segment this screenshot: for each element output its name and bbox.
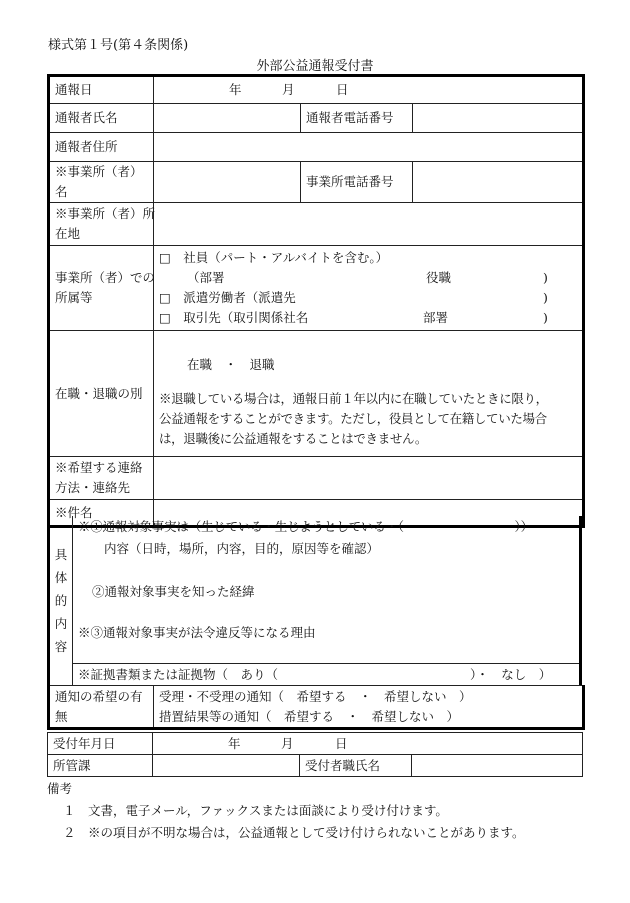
- reception-date-row: [48, 733, 583, 755]
- reception-date-label: 受付年月日: [48, 733, 153, 755]
- details-item-3: ※③通報対象事実が法令違反等になる理由: [78, 625, 316, 640]
- evidence-label: ※証拠書類または証拠物（ あり（: [78, 667, 279, 682]
- result-notification-option[interactable]: 措置結果等の通知（ 希望する ・ 希望しない ）: [159, 708, 460, 724]
- position-label: 役職: [426, 270, 452, 285]
- office-location-field[interactable]: [154, 203, 584, 246]
- acceptance-notification-option[interactable]: 受理・不受理の通知（ 希望する ・ 希望しない ）: [159, 688, 472, 704]
- form-number: 様式第１号(第４条関係): [48, 38, 189, 53]
- reporter-phone-label: 通報者電話番号: [301, 104, 413, 133]
- close-paren: ): [543, 310, 548, 325]
- office-phone-field[interactable]: [413, 162, 584, 203]
- report-form-table: [47, 74, 585, 528]
- retirement-note-2: 公益通報をすることができます。ただし，役員として在籍していた場合: [159, 410, 547, 426]
- notes: [47, 778, 607, 844]
- office-name-label: ※事業所（者）名: [49, 162, 154, 203]
- details-field[interactable]: [72, 516, 579, 664]
- supplier-checkbox[interactable]: □ 取引先（取引関係社名: [159, 310, 309, 325]
- reporter-name-field[interactable]: [154, 104, 301, 133]
- close-paren: ): [543, 270, 548, 285]
- reporter-address-field[interactable]: [154, 133, 584, 162]
- reporter-address-row: [49, 133, 584, 162]
- affiliation-row: [49, 246, 584, 331]
- office-location-label: ※事業所（者）所 在地: [49, 203, 154, 246]
- supplier-dept-label: 部署: [423, 310, 449, 325]
- details-item-2: ②通報対象事実を知った経緯: [92, 584, 255, 599]
- details-label: 具 体 的 内 容: [50, 516, 73, 685]
- notes-heading: 備考: [47, 781, 73, 796]
- retirement-note-1: ※退職している場合は，通報日前１年以内に在職していたときに限り，: [159, 390, 548, 406]
- notification-field[interactable]: [154, 686, 584, 729]
- employment-status-field[interactable]: [154, 331, 584, 457]
- details-item-1: ※①通報対象事実は（生じている・生じようとしている・（ ））: [78, 519, 533, 534]
- report-date-row: [49, 76, 584, 104]
- details-block: [47, 516, 582, 686]
- reception-dept-row: [48, 755, 583, 777]
- contact-method-row: [49, 457, 584, 500]
- staff-field[interactable]: [412, 755, 583, 777]
- dept-label: （部署: [187, 270, 225, 285]
- contact-method-label: ※希望する連絡 方法・連絡先: [49, 457, 154, 500]
- office-name-row: [49, 162, 584, 203]
- staff-label: 受付者職氏名: [300, 755, 412, 777]
- reception-table: [47, 732, 583, 777]
- department-label: 所管課: [48, 755, 153, 777]
- department-field[interactable]: [153, 755, 300, 777]
- report-date-label: 通報日: [49, 76, 154, 104]
- month-label: 月: [282, 82, 295, 97]
- notification-label: 通知の希望の有 無: [49, 686, 154, 729]
- employment-status-label: 在職・退職の別: [49, 331, 154, 457]
- day-label: 日: [335, 735, 348, 751]
- reception-date-field[interactable]: [153, 733, 583, 755]
- month-label: 月: [281, 735, 294, 751]
- report-date-field[interactable]: [154, 76, 584, 104]
- year-label: 年: [229, 82, 242, 97]
- reporter-name-row: [49, 104, 584, 133]
- details-item-1-sub: 内容（日時，場所，内容，目的，原因等を確認）: [104, 541, 380, 556]
- year-label: 年: [228, 735, 241, 751]
- affiliation-label: 事業所（者）での 所属等: [49, 246, 154, 331]
- evidence-none-option[interactable]: ）・ なし ）: [470, 667, 552, 682]
- affiliation-field[interactable]: [154, 246, 584, 331]
- contact-method-field[interactable]: [154, 457, 584, 500]
- day-label: 日: [336, 82, 349, 97]
- subject-label: ※件名: [49, 500, 154, 527]
- retirement-note-3: は，退職後に公益通報をすることはできません。: [159, 430, 428, 446]
- notification-row: [49, 686, 584, 729]
- form-title: 外部公益通報受付書: [256, 59, 374, 74]
- notification-table: [47, 685, 585, 730]
- dispatched-checkbox[interactable]: □ 派遣労働者（派遣先: [159, 290, 296, 305]
- close-paren: ): [543, 290, 548, 305]
- reporter-phone-field[interactable]: [413, 104, 584, 133]
- employment-status-row: [49, 331, 584, 457]
- reporter-name-label: 通報者氏名: [49, 104, 154, 133]
- employee-checkbox[interactable]: □ 社員（パート・アルバイトを含む。）: [159, 250, 389, 265]
- office-phone-label: 事業所電話番号: [301, 162, 413, 203]
- employment-options[interactable]: 在職 ・ 退職: [187, 356, 275, 372]
- note-1: １ 文書，電子メール，ファックスまたは面談により受け付けます。: [63, 803, 448, 818]
- reporter-address-label: 通報者住所: [49, 133, 154, 162]
- office-name-field[interactable]: [154, 162, 301, 203]
- evidence-field[interactable]: [72, 663, 579, 686]
- office-location-row: [49, 203, 584, 246]
- note-2: ２ ※の項目が不明な場合は，公益通報として受け付けられないことがあります。: [63, 825, 525, 840]
